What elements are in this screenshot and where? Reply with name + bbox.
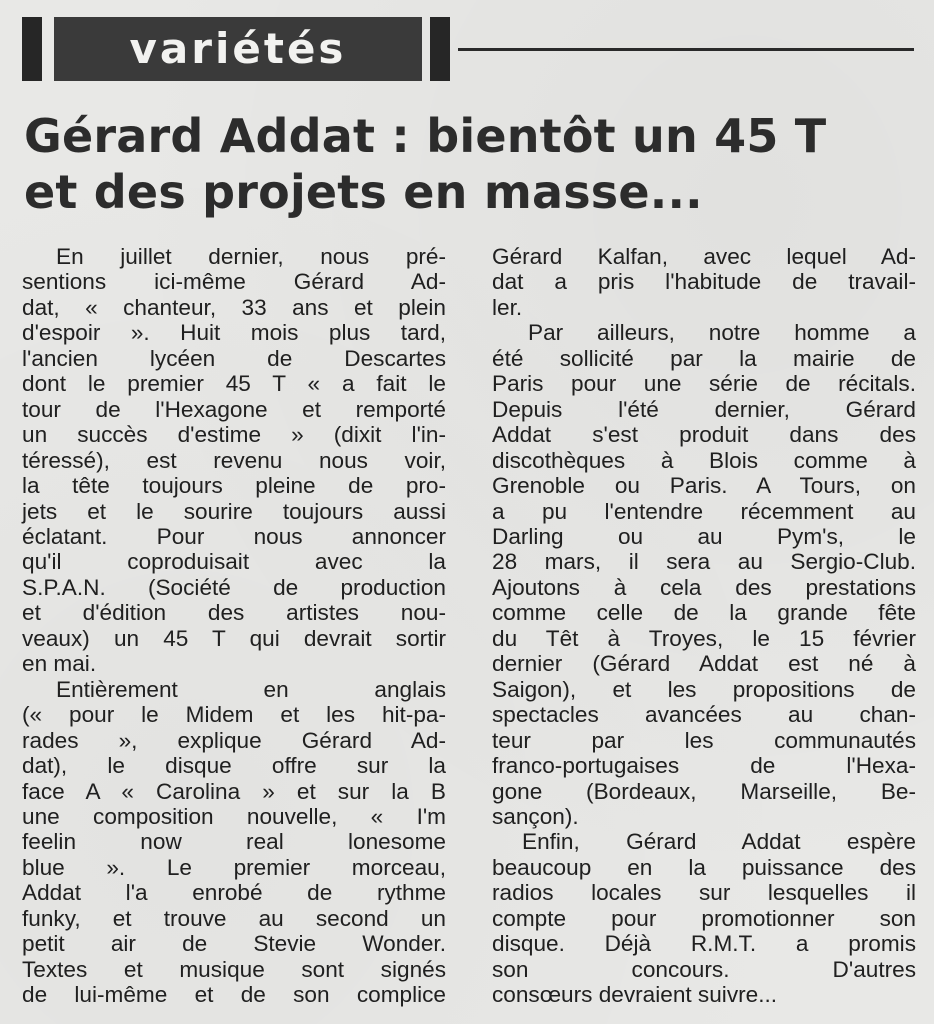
text-line: dat a pris l'habitude de travail- bbox=[492, 269, 916, 295]
text-line: éclatant. Pour nous annoncer bbox=[22, 523, 446, 549]
banner-bar-left bbox=[22, 17, 42, 81]
text-line: dat, « chanteur, 33 ans et plein bbox=[22, 294, 446, 320]
text-line: teur par les communautés bbox=[492, 727, 916, 753]
text-line: rades », explique Gérard Ad- bbox=[22, 727, 446, 753]
text-line: En juillet dernier, nous pré- bbox=[56, 244, 446, 269]
text-line: Addat s'est produit dans des bbox=[492, 422, 916, 448]
text-line: S.P.A.N. (Société de production bbox=[22, 574, 446, 600]
paragraph-3 bbox=[492, 320, 916, 829]
text-line: Saigon), et les propositions de bbox=[492, 676, 916, 702]
text-line: son concours. D'autres bbox=[492, 956, 916, 982]
text-line: qu'il coproduisait avec la bbox=[22, 549, 446, 575]
section-label: variétés bbox=[129, 24, 347, 73]
paragraph-1 bbox=[22, 244, 446, 677]
paragraph-2 bbox=[22, 677, 446, 1008]
section-banner bbox=[22, 17, 450, 81]
headline-line-1: Gérard Addat : bientôt un 45 T bbox=[24, 109, 827, 163]
text-line: sançon). bbox=[492, 803, 579, 829]
text-line: ler. bbox=[492, 294, 523, 320]
text-line: 28 mars, il sera au Sergio-Club. bbox=[492, 549, 916, 575]
text-line: dat), le disque offre sur la bbox=[22, 753, 446, 779]
text-line: en mai. bbox=[22, 651, 97, 677]
article-column-left bbox=[22, 244, 446, 1008]
text-line: Par ailleurs, notre homme a bbox=[528, 320, 916, 346]
text-line: funky, et trouve au second un bbox=[22, 905, 446, 931]
text-line: blue ». Le premier morceau, bbox=[22, 854, 446, 880]
banner-bar-right bbox=[430, 17, 450, 81]
text-line: (« pour le Midem et les hit-pa- bbox=[22, 702, 446, 728]
text-line: Enfin, Gérard Addat espère bbox=[522, 829, 916, 855]
text-line: veaux) un 45 T qui devrait sortir bbox=[22, 625, 446, 651]
text-line: beaucoup en la puissance des bbox=[492, 854, 916, 880]
text-line: téressé), est revenu nous voir, bbox=[22, 447, 446, 473]
text-line: a pu l'entendre récemment au bbox=[492, 498, 916, 524]
paragraph-4 bbox=[492, 829, 916, 1007]
text-line: et d'édition des artistes nou- bbox=[22, 600, 446, 626]
text-line: feelin now real lonesome bbox=[22, 829, 446, 855]
text-line: consœurs devraient suivre... bbox=[492, 982, 778, 1008]
text-line: Entièrement en anglais bbox=[56, 676, 446, 702]
text-line: Darling ou au Pym's, le bbox=[492, 523, 916, 549]
text-line: une composition nouvelle, « I'm bbox=[22, 803, 446, 829]
text-line: l'ancien lycéen de Descartes bbox=[22, 345, 446, 371]
text-line: discothèques à Blois comme à bbox=[492, 447, 916, 473]
text-line: comme celle de la grande fête bbox=[492, 600, 916, 626]
text-line: Paris pour une série de récitals. bbox=[492, 371, 916, 397]
text-line: disque. Déjà R.M.T. a promis bbox=[492, 931, 916, 957]
text-line: jets et le sourire toujours aussi bbox=[22, 498, 446, 524]
text-line: du Têt à Troyes, le 15 février bbox=[492, 625, 916, 651]
article-column-right bbox=[492, 244, 916, 1008]
text-line: un succès d'estime » (dixit l'in- bbox=[22, 422, 446, 448]
text-line: Depuis l'été dernier, Gérard bbox=[492, 396, 916, 422]
text-line: d'espoir ». Huit mois plus tard, bbox=[22, 320, 446, 346]
paragraph-2-continued bbox=[492, 244, 916, 320]
text-line: franco-portugaises de l'Hexa- bbox=[492, 753, 916, 779]
text-line: petit air de Stevie Wonder. bbox=[22, 931, 446, 957]
text-line: été sollicité par la mairie de bbox=[492, 345, 916, 371]
text-line: compte pour promotionner son bbox=[492, 905, 916, 931]
text-line: face A « Carolina » et sur la B bbox=[22, 778, 446, 804]
headline-line-2: et des projets en masse... bbox=[24, 165, 703, 219]
text-line: dont le premier 45 T « a fait le bbox=[22, 371, 446, 397]
text-line: tour de l'Hexagone et remporté bbox=[22, 396, 446, 422]
text-line: Ajoutons à cela des prestations bbox=[492, 574, 916, 600]
text-line: spectacles avancées au chan- bbox=[492, 702, 916, 728]
text-line: dernier (Gérard Addat est né à bbox=[492, 651, 916, 677]
text-line: radios locales sur lesquelles il bbox=[492, 880, 916, 906]
text-line: sentions ici-même Gérard Ad- bbox=[22, 269, 446, 295]
text-line: de lui-même et de son complice bbox=[22, 982, 446, 1008]
text-line: gone (Bordeaux, Marseille, Be- bbox=[492, 778, 916, 804]
headline bbox=[24, 108, 924, 220]
section-label-box bbox=[54, 17, 422, 81]
section-rule bbox=[458, 48, 914, 51]
text-line: la tête toujours pleine de pro- bbox=[22, 473, 446, 499]
text-line: Textes et musique sont signés bbox=[22, 956, 446, 982]
text-line: Gérard Kalfan, avec lequel Ad- bbox=[492, 244, 916, 269]
text-line: Grenoble ou Paris. A Tours, on bbox=[492, 473, 916, 499]
text-line: Addat l'a enrobé de rythme bbox=[22, 880, 446, 906]
